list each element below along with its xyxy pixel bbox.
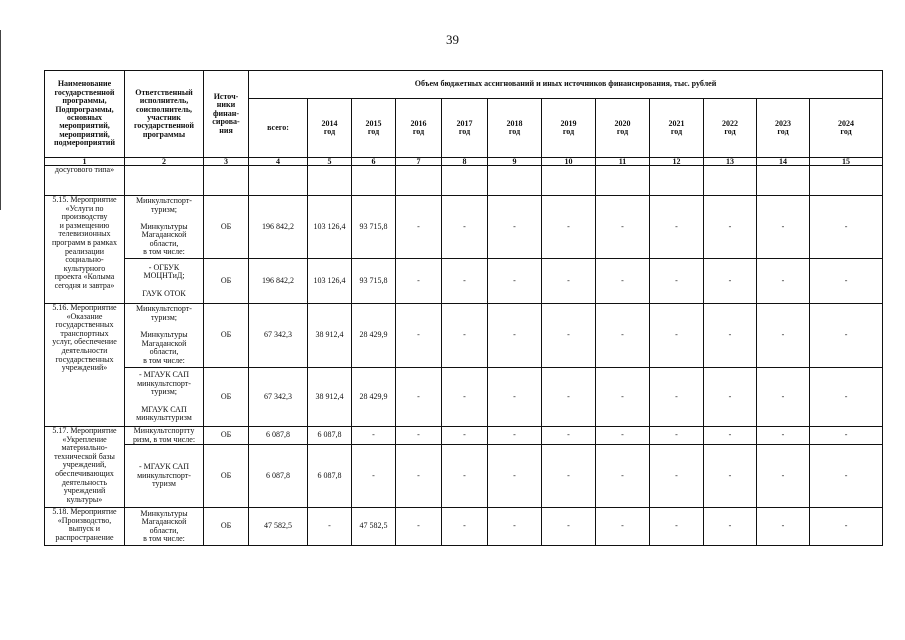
activity-name: 5.15. Мероприятие «Услуги по производству и размещению телевизионных программ в рамках реализации социально- культурного проекта «Колыма сегодня и завтра»: [45, 196, 125, 304]
year-value: -: [352, 445, 396, 508]
year-value: -: [542, 427, 596, 445]
activity-name: 5.18. Мероприятие «Производство, выпуск и распространение: [45, 508, 125, 546]
year-value: 28 429,9: [352, 368, 396, 427]
total-value: 67 342,3: [249, 304, 308, 368]
year-value: 103 126,4: [308, 259, 352, 304]
source-cell: ОБ: [204, 508, 249, 546]
executor-cell: - МГАУК САП минкультспорт- туризм; МГАУК САП минкульттуризм: [125, 368, 204, 427]
year-value: 47 582,5: [352, 508, 396, 546]
header-year-2023: 2023 год: [757, 99, 810, 158]
year-value: -: [542, 445, 596, 508]
year-value: -: [650, 445, 704, 508]
year-value: -: [542, 259, 596, 304]
year-value: -: [810, 445, 883, 508]
year-value: -: [396, 427, 442, 445]
column-number: 14: [757, 158, 810, 166]
year-value: 93 715,8: [352, 196, 396, 259]
table-row: [45, 445, 883, 508]
total-value: 67 342,3: [249, 368, 308, 427]
total-value: 6 087,8: [249, 427, 308, 445]
column-number: 13: [704, 158, 757, 166]
source-cell: ОБ: [204, 427, 249, 445]
executor-cell: Минкультуры Магаданской области, в том числе:: [125, 508, 204, 546]
table-row: [45, 508, 883, 546]
header-source: Источ- ники финан- сирова- ния: [204, 71, 249, 158]
column-number: 5: [308, 158, 352, 166]
year-value: -: [810, 508, 883, 546]
year-value: -: [757, 304, 810, 368]
source-cell: ОБ: [204, 368, 249, 427]
year-value: -: [596, 427, 650, 445]
header-year-2021: 2021 год: [650, 99, 704, 158]
column-number: 8: [442, 158, 488, 166]
source-cell: ОБ: [204, 259, 249, 304]
total-value: 196 842,2: [249, 259, 308, 304]
year-value: -: [757, 427, 810, 445]
year-value: -: [396, 259, 442, 304]
column-number: 7: [396, 158, 442, 166]
total-value: 47 582,5: [249, 508, 308, 546]
year-value: 28 429,9: [352, 304, 396, 368]
year-value: -: [442, 196, 488, 259]
year-value: -: [704, 196, 757, 259]
year-value: -: [396, 196, 442, 259]
column-number: 15: [810, 158, 883, 166]
source-cell: ОБ: [204, 445, 249, 508]
header-year-2020: 2020 год: [596, 99, 650, 158]
page-number: 39: [446, 32, 459, 47]
header-year-2017: 2017 год: [442, 99, 488, 158]
year-value: -: [542, 368, 596, 427]
year-value: -: [810, 427, 883, 445]
table-body: [45, 158, 883, 546]
year-value: -: [396, 445, 442, 508]
activity-name: 5.16. Мероприятие «Оказание государственных транспортных услуг, обеспечение деятельности государственных учреждений»: [45, 304, 125, 427]
year-value: -: [542, 508, 596, 546]
table-row: [45, 259, 883, 304]
header-year-2018: 2018 год: [488, 99, 542, 158]
year-value: -: [704, 259, 757, 304]
table-row: [45, 196, 883, 259]
header-volume: Объем бюджетных ассигнований и иных источников финансирования, тыс. рублей: [249, 71, 883, 99]
column-number: 4: [249, 158, 308, 166]
column-number: 10: [542, 158, 596, 166]
year-value: -: [757, 259, 810, 304]
year-value: -: [810, 368, 883, 427]
header-total: всего:: [249, 99, 308, 158]
year-value: -: [650, 304, 704, 368]
year-value: -: [396, 508, 442, 546]
header-name: Наименование государственной программы, Подпрограммы, основных мероприятий, мероприятий, подмероприятий: [45, 71, 125, 158]
year-value: -: [650, 196, 704, 259]
header-year-2019: 2019 год: [542, 99, 596, 158]
year-value: -: [396, 304, 442, 368]
year-value: -: [704, 304, 757, 368]
year-value: -: [810, 304, 883, 368]
executor-cell: Минкультспортту ризм, в том числе:: [125, 427, 204, 445]
total-value: 196 842,2: [249, 196, 308, 259]
carry-over-name: досугового типа»: [45, 166, 125, 196]
column-number: 12: [650, 158, 704, 166]
header-year-2015: 2015 год: [352, 99, 396, 158]
year-value: -: [442, 368, 488, 427]
year-value: -: [542, 196, 596, 259]
year-value: -: [596, 196, 650, 259]
year-value: -: [442, 427, 488, 445]
year-value: -: [650, 508, 704, 546]
year-value: -: [442, 259, 488, 304]
table-row: [45, 368, 883, 427]
year-value: -: [704, 445, 757, 508]
year-value: -: [442, 508, 488, 546]
year-value: -: [757, 508, 810, 546]
year-value: -: [704, 508, 757, 546]
table-row: [45, 427, 883, 445]
year-value: 38 912,4: [308, 368, 352, 427]
year-value: -: [596, 445, 650, 508]
year-value: -: [352, 427, 396, 445]
header-year-2024: 2024 год: [810, 99, 883, 158]
column-number: 11: [596, 158, 650, 166]
column-number: 2: [125, 158, 204, 166]
activity-name: 5.17. Мероприятие «Укрепление материально- технической базы учреждений, обеспечивающих деятельность учреждений культуры»: [45, 427, 125, 508]
source-cell: ОБ: [204, 196, 249, 259]
year-value: -: [308, 508, 352, 546]
header-year-2016: 2016 год: [396, 99, 442, 158]
table-header: [45, 71, 883, 158]
year-value: -: [488, 445, 542, 508]
year-value: -: [596, 508, 650, 546]
source-cell: ОБ: [204, 304, 249, 368]
year-value: -: [757, 368, 810, 427]
year-value: 6 087,8: [308, 427, 352, 445]
table-row-carry-over: [45, 166, 883, 196]
column-number: 3: [204, 158, 249, 166]
year-value: -: [596, 259, 650, 304]
year-value: -: [488, 508, 542, 546]
year-value: -: [542, 304, 596, 368]
year-value: -: [650, 427, 704, 445]
header-year-2022: 2022 год: [704, 99, 757, 158]
year-value: -: [488, 304, 542, 368]
year-value: -: [596, 304, 650, 368]
column-number: 9: [488, 158, 542, 166]
year-value: -: [488, 196, 542, 259]
year-value: -: [650, 368, 704, 427]
year-value: -: [396, 368, 442, 427]
executor-cell: - МГАУК САП минкультспорт- туризм: [125, 445, 204, 508]
year-value: 6 087,8: [308, 445, 352, 508]
year-value: -: [488, 368, 542, 427]
total-value: 6 087,8: [249, 445, 308, 508]
year-value: -: [488, 427, 542, 445]
year-value: -: [757, 445, 810, 508]
year-value: -: [442, 445, 488, 508]
year-value: -: [650, 259, 704, 304]
year-value: -: [442, 304, 488, 368]
table-row: [45, 304, 883, 368]
executor-cell: Минкультспорт- туризм; Минкультуры Магаданской области, в том числе:: [125, 304, 204, 368]
year-value: 93 715,8: [352, 259, 396, 304]
year-value: 103 126,4: [308, 196, 352, 259]
executor-cell: - ОГБУК МОЦНТиД; ГАУК ОТОК: [125, 259, 204, 304]
year-value: 38 912,4: [308, 304, 352, 368]
executor-cell: Минкультспорт- туризм; Минкультуры Магаданской области, в том числе:: [125, 196, 204, 259]
column-number: 6: [352, 158, 396, 166]
year-value: -: [757, 196, 810, 259]
budget-table: [44, 70, 883, 546]
column-number: 1: [45, 158, 125, 166]
year-value: -: [488, 259, 542, 304]
header-year-2014: 2014 год: [308, 99, 352, 158]
year-value: -: [704, 368, 757, 427]
header-executor: Ответственный исполнитель, соисполнитель, участник государственной программы: [125, 71, 204, 158]
column-numbers-row: [45, 158, 883, 166]
scan-edge-line: [0, 30, 1, 210]
year-value: -: [810, 196, 883, 259]
year-value: -: [596, 368, 650, 427]
year-value: -: [810, 259, 883, 304]
year-value: -: [704, 427, 757, 445]
